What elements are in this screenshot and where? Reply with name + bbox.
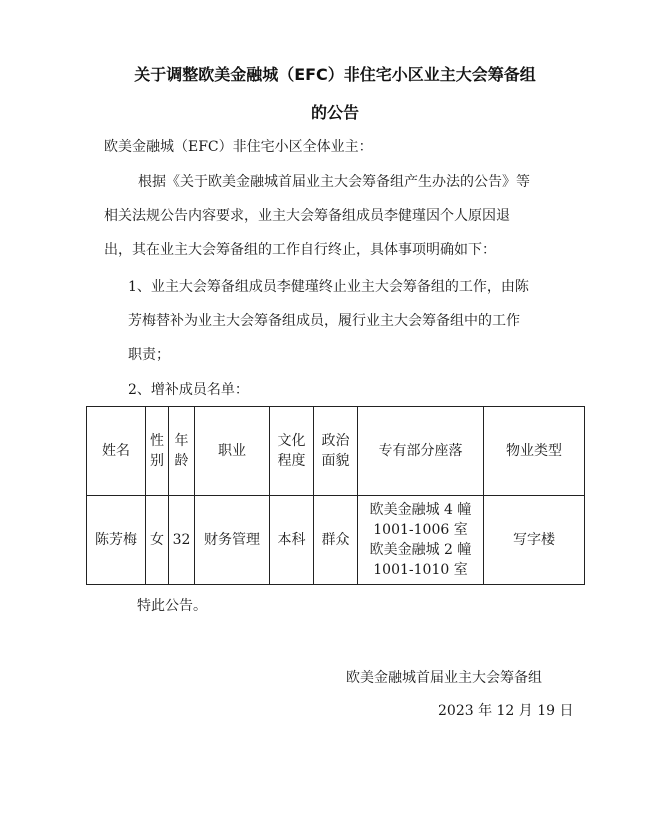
header-location: 专有部分座落 — [358, 407, 484, 496]
paragraph-1-line-2: 相关法规公告内容要求，业主大会筹备组成员李健瑾因个人原因退 — [104, 208, 510, 224]
header-age: 年 龄 — [169, 407, 195, 496]
cell-property-type: 写字楼 — [484, 496, 585, 585]
title-line-1: 关于调整欧美金融城（EFC）非住宅小区业主大会筹备组 — [134, 65, 536, 84]
table-row — [87, 496, 585, 585]
item-1-line-3: 职责； — [128, 347, 170, 363]
header-name: 姓名 — [87, 407, 146, 496]
cell-age: 32 — [169, 496, 195, 585]
header-gender: 性 别 — [146, 407, 169, 496]
item-1-line-2: 芳梅替补为业主大会筹备组成员，履行业主大会筹备组中的工作 — [128, 313, 520, 329]
member-table — [86, 406, 585, 585]
paragraph-1-line-3: 出，其在业主大会筹备组的工作自行终止，具体事项明确如下： — [104, 242, 496, 258]
date: 2023 年 12 月 19 日 — [438, 703, 574, 719]
item-1-line-1: 1、业主大会筹备组成员李健瑾终止业主大会筹备组的工作，由陈 — [128, 279, 529, 295]
closing: 特此公告。 — [137, 598, 207, 614]
paragraph-1-line-1: 根据《关于欧美金融城首届业主大会筹备组产生办法的公告》等 — [138, 174, 530, 190]
cell-name: 陈芳梅 — [87, 496, 146, 585]
title-line-2: 的公告 — [310, 103, 359, 122]
cell-location: 欧美金融城 4 幢 1001-1006 室 欧美金融城 2 幢 1001-1010 室 — [358, 496, 484, 585]
header-education: 文化 程度 — [270, 407, 314, 496]
cell-occupation: 财务管理 — [195, 496, 270, 585]
table-header-row — [87, 407, 585, 496]
header-political-status: 政治 面貌 — [314, 407, 358, 496]
signature: 欧美金融城首届业主大会筹备组 — [346, 670, 542, 686]
cell-political-status: 群众 — [314, 496, 358, 585]
item-2: 2、增补成员名单： — [128, 382, 249, 398]
cell-education: 本科 — [270, 496, 314, 585]
header-occupation: 职业 — [195, 407, 270, 496]
salutation: 欧美金融城（EFC）非住宅小区全体业主： — [104, 139, 373, 155]
cell-gender: 女 — [146, 496, 169, 585]
header-property-type: 物业类型 — [484, 407, 585, 496]
